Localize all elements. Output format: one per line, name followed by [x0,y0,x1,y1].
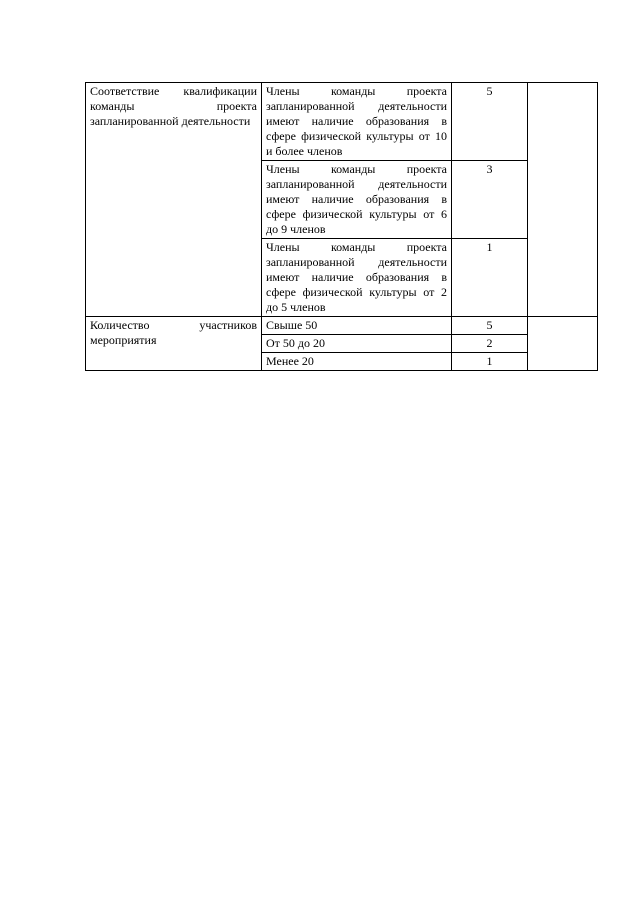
score-value: 1 [486,240,493,254]
criterion-label: Соответствие квалификации команды проекта запланированной деятельности [90,84,257,128]
empty-cell [528,317,598,371]
indicator-cell [262,83,452,161]
criterion-cell-participants [86,317,262,371]
empty-cell [528,83,598,317]
table-row [86,317,598,335]
indicator-label: Свыше 50 [266,318,318,332]
criteria-table [85,82,598,371]
indicator-cell [262,353,452,371]
criterion-label: Количество участников мероприятия [90,318,257,347]
score-value: 2 [486,336,493,350]
score-cell [452,317,528,335]
score-cell [452,83,528,161]
indicator-label: Члены команды проекта запланированной деятельности имеют наличие образования в сфере физической культуры от 2 до 5 членов [266,240,447,314]
indicator-cell [262,239,452,317]
score-value: 1 [486,354,493,368]
score-cell [452,239,528,317]
indicator-cell [262,335,452,353]
score-value: 3 [486,162,493,176]
table-row [86,83,598,161]
indicator-label: Члены команды проекта запланированной деятельности имеют наличие образования в сфере физической культуры от 10 и более членов [266,84,447,158]
criterion-cell-qualification [86,83,262,317]
indicator-label: Члены команды проекта запланированной деятельности имеют наличие образования в сфере физической культуры от 6 до 9 членов [266,162,447,236]
score-value: 5 [486,318,493,332]
score-cell [452,335,528,353]
indicator-label: Менее 20 [266,354,314,368]
indicator-label: От 50 до 20 [266,336,326,350]
score-cell [452,353,528,371]
indicator-cell [262,317,452,335]
score-value: 5 [486,84,493,98]
score-cell [452,161,528,239]
indicator-cell [262,161,452,239]
